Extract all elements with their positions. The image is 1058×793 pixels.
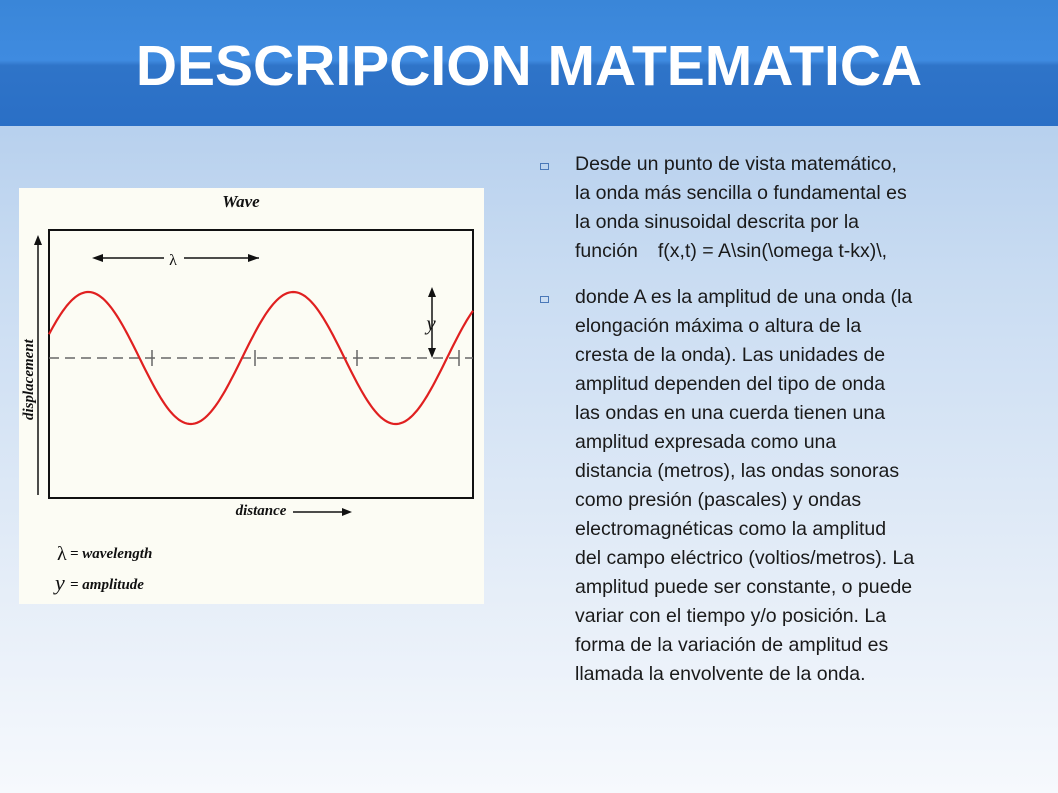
legend-y-symbol: y	[55, 570, 65, 595]
bullet-amplitude	[540, 283, 1010, 689]
function-word: función	[575, 240, 638, 262]
legend-y-text: = amplitude	[70, 577, 144, 593]
bullet-line: amplitud puede ser constante, o puede	[575, 576, 913, 598]
amplitude-label: y	[426, 311, 436, 335]
wave-formula: f(x,t) = A\sin(\omega t-kx)\,	[657, 240, 888, 262]
x-axis-arrow-head	[342, 508, 352, 516]
wavelength-arrow-right	[248, 254, 259, 262]
bullet-line: llamada la envolvente de la onda.	[575, 663, 866, 685]
title-bar	[0, 0, 1058, 126]
bullet-line: como presión (pascales) y ondas	[575, 489, 862, 511]
x-axis-label: distance	[235, 503, 287, 519]
bullet-line: forma de la variación de amplitud es	[575, 634, 889, 656]
wavelength-arrow-left	[92, 254, 103, 262]
bullet-line: variar con el tiempo y/o posición. La	[575, 605, 887, 627]
amplitude-arrow-bottom	[428, 348, 436, 358]
bullet-line: las ondas en una cuerda tienen una	[575, 402, 886, 424]
bullet-line: distancia (metros), las ondas sonoras	[575, 460, 900, 482]
bullet-list	[540, 150, 1010, 689]
bullet-line: la onda sinusoidal descrita por la	[575, 211, 860, 233]
bullet-line: amplitud dependen del tipo de onda	[575, 373, 886, 395]
amplitude-arrow-top	[428, 287, 436, 297]
wave-diagram	[19, 188, 484, 604]
slide-title: DESCRIPCION MATEMATICA	[135, 34, 923, 98]
bullet-line-formula	[575, 237, 1010, 266]
bullet-marker	[540, 163, 549, 170]
y-axis-arrow-head	[34, 235, 42, 245]
bullet-definition	[540, 150, 1010, 266]
bullet-line: electromagnéticas como la amplitud	[575, 518, 887, 540]
bullet-line: la onda más sencilla o fundamental es	[575, 182, 907, 204]
wave-figure	[19, 188, 484, 604]
bullet-line: elongación máxima o altura de la	[575, 315, 862, 337]
plot-frame	[49, 230, 473, 498]
bullet-line: donde A es la amplitud de una onda (la	[575, 286, 913, 308]
bullet-line: del campo eléctrico (voltios/metros). La	[575, 547, 915, 569]
y-axis-label: displacement	[21, 339, 37, 420]
bullet-line: cresta de la onda). Las unidades de	[575, 344, 886, 366]
bullet-line: amplitud expresada como una	[575, 431, 837, 453]
legend-lambda-symbol: λ	[57, 543, 67, 565]
diagram-title: Wave	[222, 192, 260, 211]
lambda-label: λ	[169, 252, 177, 269]
legend-lambda-text: = wavelength	[70, 546, 153, 562]
bullet-marker	[540, 296, 549, 303]
bullet-line: Desde un punto de vista matemático,	[575, 153, 897, 175]
